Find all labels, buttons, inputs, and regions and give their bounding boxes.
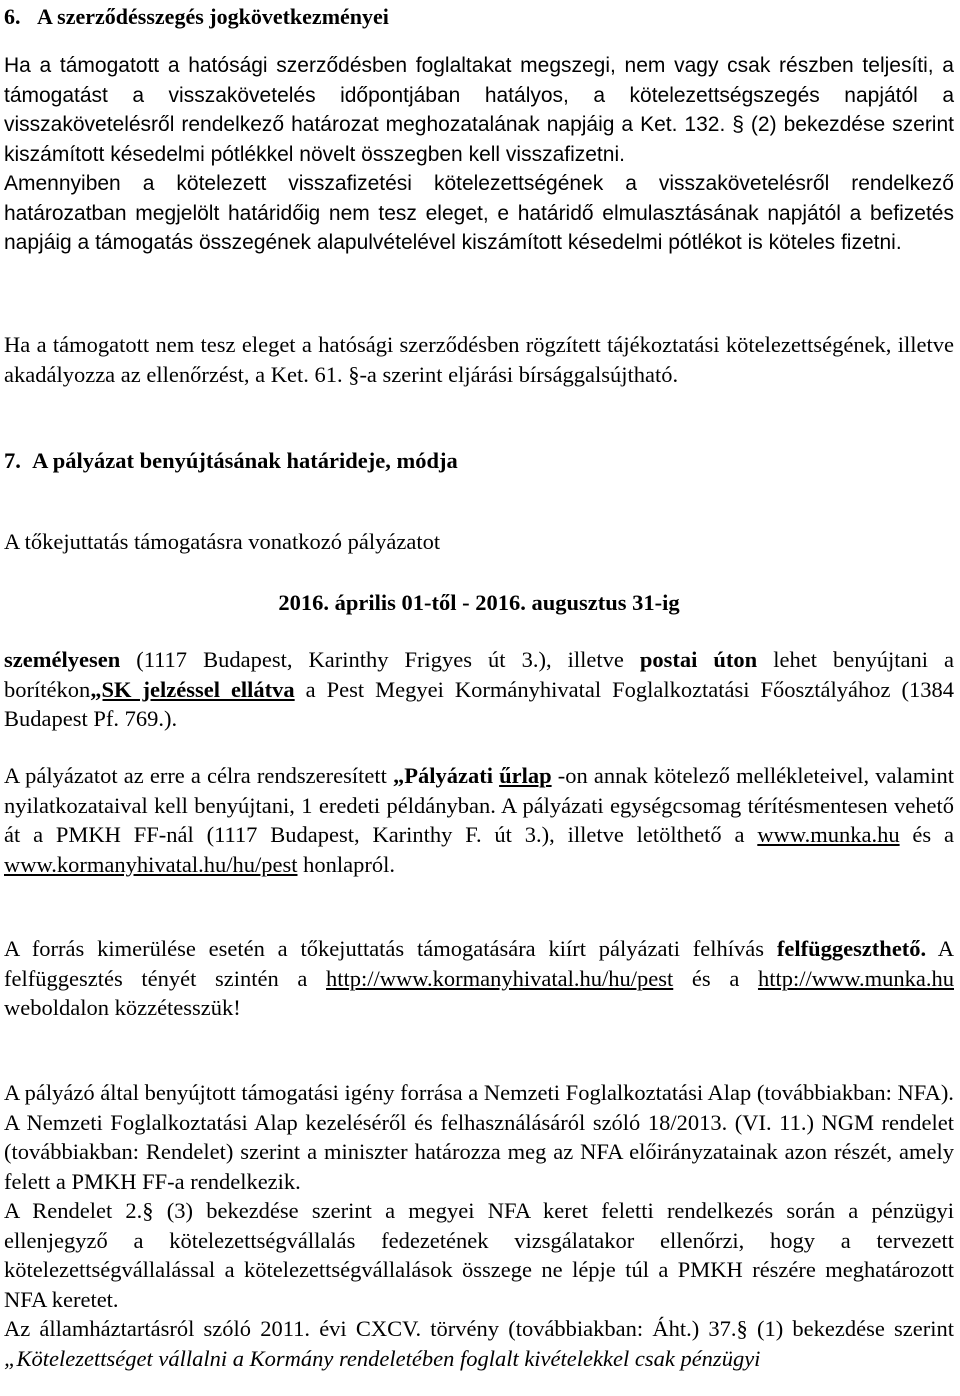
personal-address: (1117 Budapest, Karinthy Frigyes út 3.), illetve — [120, 647, 640, 672]
suspension-bold: felfüggeszthető. — [776, 936, 927, 961]
document-page — [4, 0, 955, 1371]
suspension-text-4: weboldalon közzétesszük! — [4, 995, 241, 1020]
submission-methods — [4, 645, 954, 734]
submission-intro — [4, 527, 954, 557]
paragraph-funding-source: A pályázó által benyújtott támogatási igény forrása a Nemzeti Foglalkoztatási Alap (továbbiakban: NFA). — [4, 1080, 954, 1105]
section-6-heading: 6. A szerződésszegés jogkövetkezményei — [4, 4, 389, 29]
link-kormanyhivatal[interactable]: www.kormanyhivatal.hu/hu/pest — [4, 851, 298, 877]
postal-label: postai úton — [639, 647, 758, 672]
suspension-text-3: és a — [673, 965, 758, 991]
section-7-heading: 7. A pályázat benyújtásának határideje, módja — [4, 448, 458, 473]
link-munka-url[interactable]: http://www.munka.hu — [757, 965, 954, 991]
form-word: űrlap — [499, 763, 552, 788]
form-text-1: A pályázatot az erre a célra rendszeresített — [4, 763, 393, 788]
form-text-4: honlapról. — [297, 851, 395, 877]
paragraph-aht — [4, 1314, 954, 1373]
sk-mark: „SK jelzéssel ellátva — [90, 676, 295, 702]
paragraph-submission — [4, 645, 954, 734]
section-6-fine — [4, 330, 954, 389]
paragraph-repayment: Ha a támogatott a hatósági szerződésben foglaltakat megszegi, nem vagy csak részben teljesíti, a támogatást a visszakövetelés időpontjában hatályos, a kötelezettségszegés napjától a visszakövetelésről rendelkező határozat meghozatalának napjáig a Ket. 132. § (2) bekezdése szerint kiszámított késedelmi pótlékkel növelt összegben kell visszafizetni. — [4, 54, 954, 166]
paragraph-late-fee: Amennyiben a kötelezett visszafizetési kötelezettségének a visszakövetelésről rendelkező határozatban megjelölt határidőig nem tesz eleget, e határidő elmulasztásának napjától a befizetés napjáig a támogatás összegének alapulvételével kiszámított késedelmi pótlékot is köteles fizetni. — [4, 172, 954, 254]
funding-block — [4, 1078, 954, 1373]
form-name: „Pályázati — [392, 763, 500, 788]
suspension-block — [4, 934, 954, 1023]
deadline-block — [4, 588, 954, 618]
intro-text: A tőkejuttatás támogatásra vonatkozó pályázatot — [4, 529, 441, 554]
paragraph-suspension — [4, 934, 954, 1023]
form-text-3: és a — [899, 822, 954, 847]
aht-quote: „Kötelezettséget vállalni a Kormány rendeletében foglalt kivételekkel csak pénzügyi — [4, 1345, 761, 1371]
office-address: a Pest Megyei Kormányhivatal Foglalkoztatási Főosztályához (1384 Budapest Pf. 769.). — [4, 676, 954, 731]
paragraph-fine: Ha a támogatott nem tesz eleget a hatósági szerződésben rögzített tájékoztatási kötelezettségének, illetve akadályozza az ellenőrzést, a Ket. 61. §-a szerint eljárási bírsággalsújtható. — [4, 332, 954, 387]
section-6-body — [4, 51, 954, 258]
link-kormanyhivatal-url[interactable]: http://www.kormanyhivatal.hu/hu/pest — [326, 965, 674, 991]
paragraph-form — [4, 761, 954, 879]
deadline-text: 2016. április 01-től - 2016. augusztus 31-ig — [278, 590, 680, 615]
paragraph-rendelet: A Rendelet 2.§ (3) bekezdése szerint a megyei NFA keret feletti rendelkezés során a pénzügyi ellenjegyző a kötelezettségvállalás fedezetének vizsgálatakor ellenőrzi, hogy a tervezett kötelezettségvállalással a kötelezettségvállalások összege ne lépje túl a PMKH részére meghatározott NFA keretet. — [4, 1198, 954, 1312]
link-munka[interactable]: www.munka.hu — [757, 822, 900, 847]
application-form-block — [4, 761, 954, 879]
aht-text: Az államháztartásról szóló 2011. évi CXCV. törvény (továbbiakban: Áht.) 37.§ (1) bekezdése szerint — [4, 1316, 954, 1341]
suspension-text-2: A felfüggesztés tényét szintén a — [4, 936, 954, 991]
form-text-2: -on annak kötelező mellékleteivel, valamint nyilatkozataival kell benyújtani, 1 eredeti példányban. A pályázati egységcsomag térítésmentesen vehető át a PMKH FF-nál (1117 Budapest, Karinthy F. út 3.), illetve letölthető a — [4, 763, 955, 847]
paragraph-nfa-rule: A Nemzeti Foglalkoztatási Alap kezeléséről és felhasználásáról szóló 18/2013. (VI. 11.) NGM rendelet (továbbiakban: Rendelet) szerint a miniszter határozza meg az NFA előirányzatainak azon részét, amely felett a PMKH FF-a rendelkezik. — [4, 1109, 954, 1194]
envelope-text: lehet benyújtani a borítékon — [4, 647, 954, 702]
personal-label: személyesen — [4, 647, 121, 672]
suspension-text-1: A forrás kimerülése esetén a tőkejuttatás támogatására kiírt pályázati felhívás — [4, 936, 777, 961]
